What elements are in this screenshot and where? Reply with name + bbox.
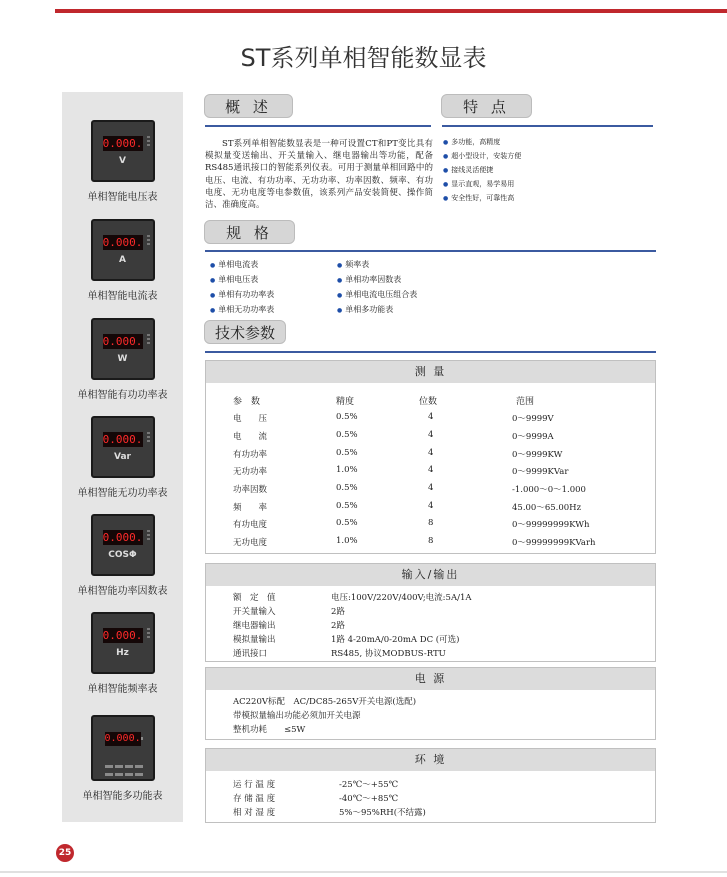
meter-image — [91, 514, 155, 576]
features-rule — [442, 125, 653, 127]
spec-item: ● 频率表 — [337, 259, 369, 270]
col-header: 范围 — [516, 397, 535, 407]
cell-range: 0～9999A — [512, 432, 554, 442]
meter-unit: COSΦ — [108, 550, 137, 560]
led-indicators — [147, 334, 150, 346]
cell-range: 0～99999999KWh — [512, 520, 590, 530]
cell-range: 0～9999KW — [512, 450, 563, 460]
cell-value: 2路 — [331, 607, 345, 617]
cell-accuracy: 1.0% — [336, 536, 358, 546]
feature-item: ● 安全性好，可靠性高 — [443, 193, 514, 203]
cell-param: 无功功率 — [233, 467, 268, 477]
meter-display: 0.000. — [102, 236, 143, 249]
meter-unit: Hz — [116, 648, 129, 658]
product-reactive-power-meter — [62, 416, 183, 499]
meter-display: 0.000. — [102, 531, 143, 544]
cell-digits: 4 — [428, 501, 434, 511]
overview-rule — [205, 125, 431, 127]
cell-param: 存 储 温 度 — [233, 794, 276, 804]
product-voltmeter — [62, 120, 183, 203]
features-heading: 特 点 — [441, 94, 532, 118]
product-frequency-meter — [62, 612, 183, 695]
meter-display: 0.000. — [102, 335, 143, 348]
product-label: 单相智能多功能表 — [82, 791, 163, 802]
cell-range: 0～9999KVar — [512, 467, 569, 477]
cell-digits: 8 — [428, 518, 434, 528]
product-ammeter — [62, 219, 183, 302]
cell-accuracy: 0.5% — [336, 483, 358, 493]
product-label: 单相智能有功功率表 — [77, 390, 168, 401]
io-table — [205, 563, 656, 662]
led-indicators — [147, 628, 150, 640]
cell-param: 运 行 温 度 — [233, 780, 276, 790]
feature-item: ● 超小型设计，安装方便 — [443, 151, 521, 161]
product-label: 单相智能电流表 — [87, 291, 158, 302]
cell-value: 5%～95%RH(不结露) — [339, 808, 426, 818]
meter-image — [91, 715, 155, 781]
env-heading: 环 境 — [206, 749, 655, 771]
top-rule — [55, 9, 727, 13]
led-indicators — [147, 530, 150, 542]
meter-image — [91, 612, 155, 674]
cell-digits: 4 — [428, 483, 434, 493]
power-line: AC220V标配 AC/DC85-265V开关电源(选配) — [233, 697, 417, 707]
cell-range: 45.00～65.00Hz — [512, 503, 582, 513]
specs-rule — [205, 250, 656, 252]
meter-display: 0.000. — [104, 733, 141, 744]
led-indicators — [147, 432, 150, 444]
meter-display: 0.000. — [102, 629, 143, 642]
cell-param: 功率因数 — [233, 485, 268, 495]
cell-digits: 4 — [428, 465, 434, 475]
tech-params-rule — [205, 351, 656, 353]
cell-param: 模拟量输出 — [233, 635, 276, 645]
meter-unit: Var — [114, 452, 131, 462]
overview-heading: 概 述 — [204, 94, 293, 118]
cell-param: 电 压 — [233, 414, 268, 424]
cell-accuracy: 0.5% — [336, 412, 358, 422]
indicator-row — [103, 725, 147, 729]
button-row — [103, 753, 147, 757]
power-line: 带模拟量输出功能必须加开关电源 — [233, 711, 361, 721]
cell-param: 无功电度 — [233, 538, 268, 548]
spec-item: ● 单相功率因数表 — [337, 274, 401, 285]
cell-range: -1.000～0～1.000 — [512, 485, 586, 495]
power-heading: 电 源 — [206, 668, 655, 690]
cell-param: 开关量输入 — [233, 607, 276, 617]
product-power-factor-meter — [62, 514, 183, 597]
cell-range: 0～99999999KVarh — [512, 538, 596, 548]
cell-param: 相 对 湿 度 — [233, 808, 276, 818]
feature-item: ● 显示直观，易学易用 — [443, 179, 514, 189]
feature-item: ● 多功能，高精度 — [443, 137, 500, 147]
meter-image — [91, 318, 155, 380]
cell-value: -25℃～+55℃ — [339, 780, 399, 790]
cell-value: 电压:100V/220V/400V;电流:5A/1A — [331, 593, 472, 603]
spec-item: ● 单相有功功率表 — [210, 289, 274, 300]
cell-param: 通讯接口 — [233, 649, 268, 659]
bottom-rule — [0, 871, 727, 873]
led-indicators — [147, 235, 150, 247]
cell-digits: 4 — [428, 430, 434, 440]
meter-image — [91, 219, 155, 281]
spec-item: ● 单相电压表 — [210, 274, 258, 285]
product-active-power-meter — [62, 318, 183, 401]
cell-param: 额 定 值 — [233, 593, 276, 603]
power-table — [205, 667, 656, 740]
meter-unit: V — [119, 156, 126, 166]
product-label: 单相智能功率因数表 — [77, 586, 168, 597]
io-heading: 输入/输出 — [206, 564, 655, 586]
cell-value: 1路 4-20mA/0-20mA DC (可选) — [331, 635, 460, 645]
button-row — [103, 761, 147, 765]
cell-value: -40℃～+85℃ — [339, 794, 399, 804]
feature-item: ● 接线灵活便捷 — [443, 165, 493, 175]
cell-param: 频 率 — [233, 503, 268, 513]
spec-item: ● 单相电流表 — [210, 259, 258, 270]
meter-unit: W — [117, 354, 128, 364]
cell-value: RS485, 协议MODBUS-RTU — [331, 649, 446, 659]
cell-value: 2路 — [331, 621, 345, 631]
cell-digits: 8 — [428, 536, 434, 546]
tech-params-heading: 技术参数 — [204, 320, 286, 344]
spec-item: ● 单相多功能表 — [337, 304, 393, 315]
cell-param: 电 流 — [233, 432, 268, 442]
cell-accuracy: 0.5% — [336, 501, 358, 511]
page-title: ST系列单相智能数显表 — [240, 44, 487, 72]
cell-param: 有功功率 — [233, 450, 268, 460]
measure-heading: 测 量 — [206, 361, 655, 383]
col-header: 位数 — [419, 397, 438, 407]
cell-accuracy: 1.0% — [336, 465, 358, 475]
spec-item: ● 单相电流电压组合表 — [337, 289, 417, 300]
product-label: 单相智能电压表 — [87, 192, 158, 203]
cell-digits: 4 — [428, 448, 434, 458]
env-table — [205, 748, 656, 823]
measure-table — [205, 360, 656, 554]
cell-accuracy: 0.5% — [336, 448, 358, 458]
page-number: 25 — [56, 844, 74, 862]
product-multifunction-meter — [62, 715, 183, 802]
col-header: 精度 — [336, 397, 355, 407]
meter-image — [91, 120, 155, 182]
meter-image — [91, 416, 155, 478]
cell-param: 继电器输出 — [233, 621, 276, 631]
specs-heading: 规 格 — [204, 220, 295, 244]
meter-unit: A — [119, 255, 126, 265]
meter-display: 0.000. — [102, 137, 143, 150]
cell-range: 0～9999V — [512, 414, 554, 424]
meter-display: 0.000. — [102, 433, 143, 446]
overview-text: ST系列单相智能数显表是一种可设置CT和PT变比具有模拟量变送输出、开关量输入、继电器输出等功能，配备RS485通讯接口的智能系列仪表。可用于测量单相回路中的电压、电流、有功功率、无功功率、功率因数、频率、有功电度、无功电度等电参数值，该系列产品安装简便、操作简洁、准确度高。 — [205, 139, 433, 211]
cell-param: 有功电度 — [233, 520, 268, 530]
power-line: 整机功耗 ≤5W — [233, 725, 306, 735]
spec-item: ● 单相无功功率表 — [210, 304, 274, 315]
cell-accuracy: 0.5% — [336, 518, 358, 528]
product-panel — [62, 92, 183, 822]
product-label: 单相智能频率表 — [87, 684, 158, 695]
col-header: 参 数 — [233, 397, 261, 407]
cell-digits: 4 — [428, 412, 434, 422]
product-label: 单相智能无功功率表 — [77, 488, 168, 499]
led-indicators — [147, 136, 150, 148]
cell-accuracy: 0.5% — [336, 430, 358, 440]
